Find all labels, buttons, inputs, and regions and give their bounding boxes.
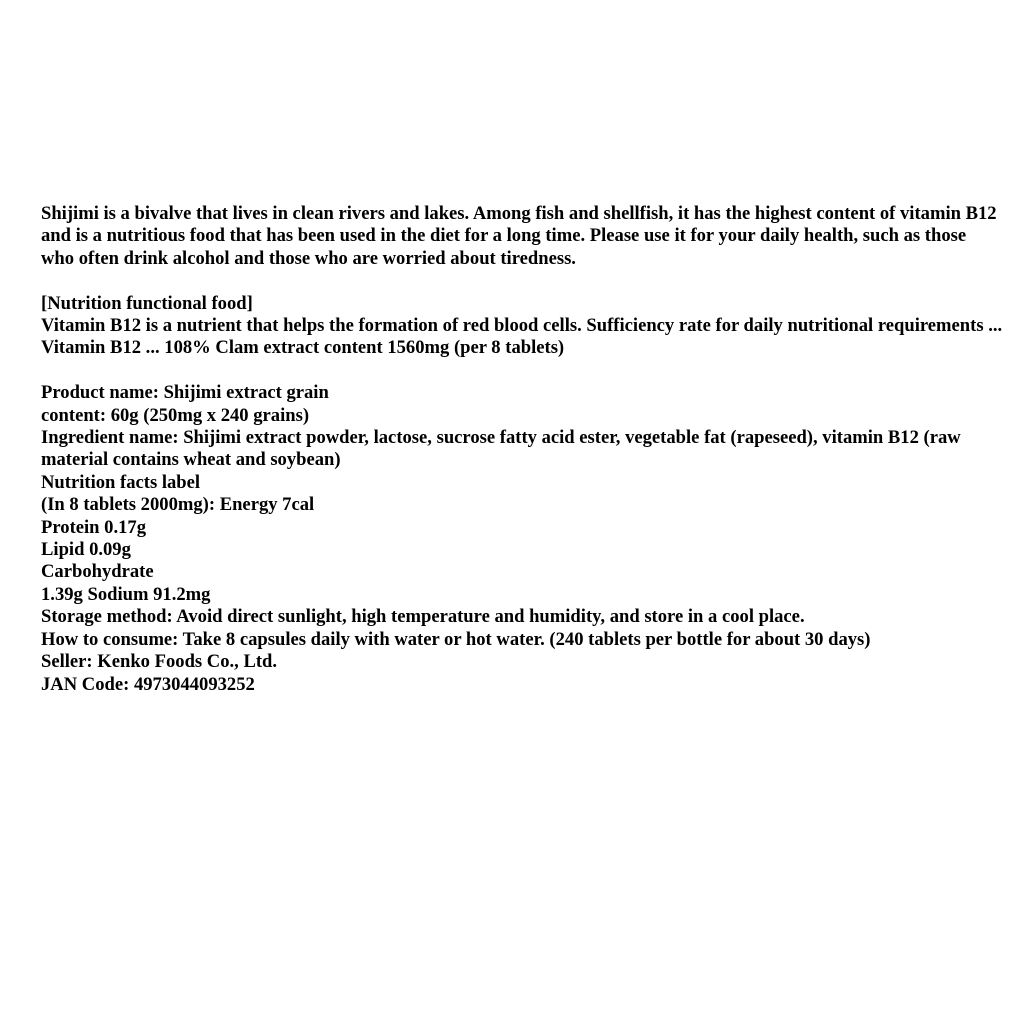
how-to-consume: How to consume: Take 8 capsules daily with water or hot water. (240 tablets per bottle for about 30 days): [41, 628, 871, 650]
intro-paragraph: Shijimi is a bivalve that lives in clean rivers and lakes. Among fish and shellfish, it has the highest content of vitamin B12 and is a nutritious food that has been used in the diet for a long time. Please use it for your daily health, such as those who often drink alcohol and those who are worried about tiredness.: [41, 203, 997, 269]
functional-food-heading: [Nutrition functional food]: [41, 292, 253, 314]
nutrition-carb-sodium: 1.39g Sodium 91.2mg: [41, 583, 211, 605]
functional-food-body: Vitamin B12 is a nutrient that helps the formation of red blood cells. Sufficiency rate for daily nutritional requirements ... Vitamin B12 ... 108% Clam extract content 1560mg (per 8 tablets): [41, 315, 1003, 359]
content-amount: content: 60g (250mg x 240 grains): [41, 404, 310, 426]
storage-method: Storage method: Avoid direct sunlight, high temperature and humidity, and store in a cool place.: [41, 606, 805, 628]
ingredient-list: Ingredient name: Shijimi extract powder, lactose, sucrose fatty acid ester, vegetable fat (rapeseed), vitamin B12 (raw material contains wheat and soybean): [41, 427, 961, 471]
seller: Seller: Kenko Foods Co., Ltd.: [41, 651, 278, 673]
nutrition-energy: (In 8 tablets 2000mg): Energy 7cal: [41, 494, 315, 516]
paragraph-gap: [41, 270, 1003, 292]
nutrition-protein: Protein 0.17g: [41, 516, 147, 538]
product-description: [41, 203, 1003, 696]
paragraph-gap: [41, 360, 1003, 382]
jan-code: JAN Code: 4973044093252: [41, 673, 255, 695]
nutrition-carbohydrate: Carbohydrate: [41, 561, 154, 583]
product-name: Product name: Shijimi extract grain: [41, 382, 329, 404]
nutrition-facts-label: Nutrition facts label: [41, 471, 201, 493]
nutrition-lipid: Lipid 0.09g: [41, 539, 131, 561]
